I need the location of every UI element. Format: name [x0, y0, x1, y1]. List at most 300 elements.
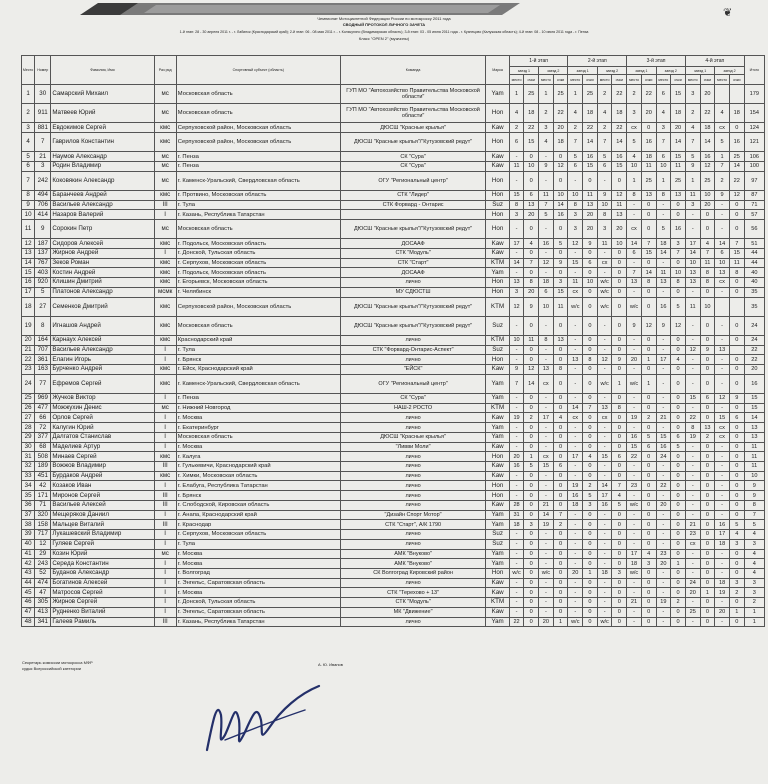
score-cell: - — [509, 345, 524, 355]
table-row — [22, 403, 765, 413]
moto-cell: Yam — [486, 85, 509, 104]
score-cell: 8 — [627, 190, 642, 200]
region-cell: г. Ейск, Краснодарский край — [176, 365, 340, 375]
score-cell: 15 — [612, 162, 627, 172]
score-cell: 21 — [656, 413, 671, 423]
col-race-sub: очки — [641, 75, 656, 85]
number-cell: 77 — [35, 374, 51, 393]
number-cell: 969 — [35, 394, 51, 404]
name-cell: Ефремов Сергей — [51, 374, 154, 393]
team-cell: ДОСААФ — [340, 268, 486, 278]
score-cell: - — [539, 491, 554, 501]
number-cell: 320 — [35, 510, 51, 520]
table-row — [22, 617, 765, 627]
table-row — [22, 423, 765, 433]
score-cell: 12 — [729, 190, 744, 200]
moto-cell: Hon — [486, 104, 509, 123]
score-cell: 0 — [641, 598, 656, 608]
score-cell: - — [568, 171, 583, 190]
moto-cell: Hon — [486, 278, 509, 288]
score-cell: - — [568, 423, 583, 433]
place-cell: 11 — [22, 220, 35, 239]
score-cell: 19 — [656, 598, 671, 608]
score-cell: 23 — [627, 481, 642, 491]
score-cell: - — [715, 220, 730, 239]
score-cell: - — [715, 355, 730, 365]
score-cell: 0 — [641, 530, 656, 540]
name-cell: Козаков Иван — [51, 481, 154, 491]
score-cell: w/c — [568, 617, 583, 627]
table-row — [22, 133, 765, 152]
score-cell: 0 — [729, 365, 744, 375]
score-cell: - — [568, 559, 583, 569]
score-cell: - — [715, 559, 730, 569]
region-cell: г. Протвино, Московская область — [176, 190, 340, 200]
score-cell: 0 — [641, 452, 656, 462]
team-cell: СТК "Модуль" — [340, 248, 486, 258]
moto-cell: Kaw — [486, 500, 509, 510]
score-cell: 0 — [583, 462, 598, 472]
table-row — [22, 355, 765, 365]
score-cell: 22 — [524, 123, 539, 133]
score-cell: 0 — [729, 491, 744, 501]
rank-cell: кмс — [154, 258, 176, 268]
score-cell: - — [715, 500, 730, 510]
score-cell: - — [627, 403, 642, 413]
name-cell: Игнашов Андрей — [51, 316, 154, 335]
total-cell: 3 — [744, 578, 764, 588]
score-cell: 0 — [583, 442, 598, 452]
team-cell: лично — [340, 471, 486, 481]
score-cell: 0 — [612, 520, 627, 530]
score-cell: 4 — [671, 355, 686, 365]
score-cell: 6 — [671, 432, 686, 442]
moto-cell: Hon — [486, 220, 509, 239]
team-cell: ДЮСШ "Красные крылья"/"Кутузовский редут" — [340, 133, 486, 152]
score-cell: 0 — [671, 413, 686, 423]
score-cell: 0 — [553, 607, 568, 617]
score-cell: - — [656, 491, 671, 501]
col-sub: заезд 2 — [597, 67, 626, 75]
moto-cell: Kaw — [486, 123, 509, 133]
table-row — [22, 316, 765, 335]
score-cell: 20 — [509, 452, 524, 462]
rank-cell: кмс — [154, 133, 176, 152]
score-cell: 0 — [729, 481, 744, 491]
col-race-sub: место — [597, 75, 612, 85]
score-cell: 0 — [553, 355, 568, 365]
score-cell: cx — [627, 123, 642, 133]
table-row — [22, 374, 765, 393]
score-cell: - — [568, 345, 583, 355]
rank-cell: кмс — [154, 190, 176, 200]
score-cell: - — [539, 481, 554, 491]
team-cell: лично — [340, 423, 486, 433]
name-cell: Бурченко Андрей — [51, 365, 154, 375]
rank-cell: I — [154, 423, 176, 433]
score-cell: 3 — [671, 239, 686, 249]
number-cell: 189 — [35, 462, 51, 472]
score-cell: 7 — [627, 268, 642, 278]
table-row — [22, 278, 765, 288]
score-cell: 13 — [539, 365, 554, 375]
score-cell: - — [685, 471, 700, 481]
score-cell: - — [656, 607, 671, 617]
region-cell: г. Донской, Тульская область — [176, 248, 340, 258]
score-cell: 3 — [656, 123, 671, 133]
score-cell: - — [656, 530, 671, 540]
score-cell: - — [715, 568, 730, 578]
score-cell: - — [627, 510, 642, 520]
score-cell: w/c — [568, 297, 583, 316]
team-cell: ОГУ "Региональный центр" — [340, 374, 486, 393]
region-cell: г. Москва — [176, 549, 340, 559]
score-cell: 18 — [539, 278, 554, 288]
score-cell: 22 — [656, 481, 671, 491]
score-cell: 3 — [583, 500, 598, 510]
col-stage-4: 4-й этап — [685, 56, 744, 67]
score-cell: 0 — [524, 530, 539, 540]
score-cell: 20 — [685, 588, 700, 598]
moto-cell: Yam — [486, 520, 509, 530]
place-cell: 3 — [22, 123, 35, 133]
score-cell: 0 — [583, 345, 598, 355]
score-cell: 8 — [509, 200, 524, 210]
region-cell: г. Тула — [176, 345, 340, 355]
place-cell: 46 — [22, 598, 35, 608]
score-cell: 19 — [568, 481, 583, 491]
score-cell: 18 — [671, 104, 686, 123]
score-cell: 6 — [700, 394, 715, 404]
score-cell: - — [509, 559, 524, 569]
total-cell: 24 — [744, 316, 764, 335]
score-cell: - — [715, 287, 730, 297]
score-cell: 12 — [568, 239, 583, 249]
score-cell: 0 — [671, 568, 686, 578]
score-cell: 0 — [612, 268, 627, 278]
score-cell: 4 — [524, 239, 539, 249]
score-cell: 16 — [627, 432, 642, 442]
team-cell: СТК "Старт", А/К 1790 — [340, 520, 486, 530]
table-row — [22, 462, 765, 472]
table-row — [22, 510, 765, 520]
score-cell: 0 — [729, 210, 744, 220]
region-cell: г. Казань, Республика Татарстан — [176, 210, 340, 220]
score-cell: - — [597, 539, 612, 549]
team-cell: лично — [340, 413, 486, 423]
score-cell: 0 — [553, 268, 568, 278]
total-cell: 56 — [744, 220, 764, 239]
score-cell: - — [539, 220, 554, 239]
team-cell: ДЮСШ "Красные крылья"/"Кутузовский редут" — [340, 316, 486, 335]
score-cell: 12 — [539, 258, 554, 268]
score-cell: - — [685, 316, 700, 335]
score-cell: 0 — [700, 316, 715, 335]
score-cell: - — [656, 287, 671, 297]
score-cell: 0 — [524, 500, 539, 510]
col-region: Спортивный субъект (область) — [176, 56, 340, 85]
name-cell: Васильев Александр — [51, 200, 154, 210]
col-race-sub: место — [568, 75, 583, 85]
moto-cell: Kaw — [486, 578, 509, 588]
score-cell: 0 — [671, 588, 686, 598]
region-cell: г. Серпухов, Московская область — [176, 258, 340, 268]
score-cell: 10 — [700, 190, 715, 200]
rank-cell: III — [154, 491, 176, 501]
total-cell: 40 — [744, 268, 764, 278]
col-race-sub: место — [715, 75, 730, 85]
region-cell: г. Егорьевск, Московская область — [176, 278, 340, 288]
score-cell: 0 — [583, 510, 598, 520]
score-cell: 2 — [539, 104, 554, 123]
total-cell: 22 — [744, 355, 764, 365]
score-cell: 0 — [583, 171, 598, 190]
score-cell: 0 — [729, 500, 744, 510]
score-cell: 0 — [729, 559, 744, 569]
col-race-sub: очки — [612, 75, 627, 85]
score-cell: - — [715, 598, 730, 608]
score-cell: 20 — [553, 123, 568, 133]
score-cell: 0 — [700, 335, 715, 345]
score-cell: 4 — [539, 133, 554, 152]
score-cell: 28 — [509, 500, 524, 510]
team-cell: СТК "Старт" — [340, 258, 486, 268]
number-cell: 707 — [35, 345, 51, 355]
score-cell: 9 — [729, 394, 744, 404]
moto-cell: Kaw — [486, 607, 509, 617]
col-race-sub: место — [539, 75, 554, 85]
score-cell: 22 — [685, 413, 700, 423]
score-cell: 13 — [568, 355, 583, 365]
rank-cell: мс — [154, 162, 176, 172]
moto-cell: Yam — [486, 394, 509, 404]
score-cell: - — [656, 394, 671, 404]
score-cell: 0 — [700, 413, 715, 423]
footer-secretary: Секретарь комиссии мотокросса МФР — [22, 660, 93, 665]
score-cell: 6 — [597, 162, 612, 172]
rank-cell: I — [154, 559, 176, 569]
score-cell: 0 — [700, 598, 715, 608]
score-cell: 16 — [597, 500, 612, 510]
team-cell: АМК "Внуково" — [340, 549, 486, 559]
score-cell: 8 — [553, 365, 568, 375]
rank-cell: I — [154, 530, 176, 540]
score-cell: - — [715, 365, 730, 375]
score-cell: 0 — [524, 568, 539, 578]
score-cell: 0 — [700, 452, 715, 462]
name-cell: Баранчеев Андрей — [51, 190, 154, 200]
score-cell: - — [715, 617, 730, 627]
score-cell: 6 — [583, 258, 598, 268]
score-cell: 0 — [524, 578, 539, 588]
score-cell: 0 — [671, 345, 686, 355]
score-cell: 0 — [641, 462, 656, 472]
total-cell: 9 — [744, 491, 764, 501]
score-cell: 11 — [729, 258, 744, 268]
rank-cell: кмс — [154, 365, 176, 375]
score-cell: - — [509, 481, 524, 491]
score-cell: 0 — [612, 316, 627, 335]
table-row — [22, 607, 765, 617]
score-cell: 0 — [553, 549, 568, 559]
score-cell: 0 — [524, 248, 539, 258]
score-cell: 10 — [597, 200, 612, 210]
score-cell: 2 — [715, 171, 730, 190]
score-cell: 17 — [597, 491, 612, 501]
col-name: Фамилия, Имя — [51, 56, 154, 85]
score-cell: 7 — [539, 200, 554, 210]
score-cell: 16 — [583, 152, 598, 162]
score-cell: 12 — [553, 162, 568, 172]
score-cell: - — [539, 152, 554, 162]
score-cell: - — [656, 403, 671, 413]
score-cell: 2 — [627, 85, 642, 104]
score-cell: 11 — [568, 278, 583, 288]
score-cell: 0 — [524, 588, 539, 598]
name-cell: Родин Владимир — [51, 162, 154, 172]
score-cell: 0 — [553, 471, 568, 481]
total-cell: 4 — [744, 559, 764, 569]
number-cell: 71 — [35, 500, 51, 510]
moto-cell: Kaw — [486, 162, 509, 172]
team-cell: СК "Сура" — [340, 152, 486, 162]
score-cell: 8 — [597, 210, 612, 220]
score-cell: 17 — [568, 452, 583, 462]
team-cell: НАШ-2 РОСТО — [340, 403, 486, 413]
score-cell: 25 — [685, 607, 700, 617]
score-cell: - — [656, 462, 671, 472]
number-cell: 12 — [35, 539, 51, 549]
score-cell: 15 — [729, 248, 744, 258]
score-cell: 9 — [509, 365, 524, 375]
score-cell: 14 — [641, 268, 656, 278]
team-cell: лично — [340, 539, 486, 549]
score-cell: 14 — [627, 239, 642, 249]
moto-cell: KTM — [486, 335, 509, 345]
score-cell: - — [509, 471, 524, 481]
score-cell: 0 — [524, 559, 539, 569]
score-cell: 15 — [715, 413, 730, 423]
region-cell: Московская область — [176, 316, 340, 335]
moto-cell: Hon — [486, 481, 509, 491]
score-cell: 14 — [539, 510, 554, 520]
total-cell: 179 — [744, 85, 764, 104]
score-cell: 1 — [539, 85, 554, 104]
col-sub: заезд 1 — [627, 67, 656, 75]
score-cell: 25 — [524, 85, 539, 104]
score-cell: 0 — [583, 432, 598, 442]
score-cell: - — [539, 530, 554, 540]
table-row — [22, 598, 765, 608]
score-cell: 0 — [700, 539, 715, 549]
score-cell: - — [627, 335, 642, 345]
place-cell: 22 — [22, 355, 35, 365]
score-cell: - — [539, 549, 554, 559]
score-cell: - — [656, 200, 671, 210]
score-cell: 0 — [583, 607, 598, 617]
score-cell: 13 — [715, 268, 730, 278]
score-cell: 18 — [700, 123, 715, 133]
score-cell: - — [568, 530, 583, 540]
score-cell: - — [685, 491, 700, 501]
name-cell: Гаврилов Константин — [51, 133, 154, 152]
name-cell: Сорокин Петр — [51, 220, 154, 239]
score-cell: - — [715, 316, 730, 335]
score-cell: 9 — [539, 162, 554, 172]
score-cell: 1 — [715, 152, 730, 162]
score-cell — [715, 297, 730, 316]
moto-cell: Suz — [486, 316, 509, 335]
score-cell: 0 — [671, 200, 686, 210]
score-cell: - — [656, 588, 671, 598]
score-cell: - — [539, 316, 554, 335]
rank-cell: I — [154, 481, 176, 491]
name-cell: Галеев Рамиль — [51, 617, 154, 627]
score-cell: 0 — [583, 268, 598, 278]
score-cell: - — [597, 598, 612, 608]
table-row — [22, 297, 765, 316]
rank-cell: I — [154, 355, 176, 365]
score-cell: 0 — [524, 491, 539, 501]
score-cell: 16 — [539, 239, 554, 249]
total-cell: 4 — [744, 530, 764, 540]
place-cell: 27 — [22, 413, 35, 423]
rank-cell: I — [154, 248, 176, 258]
moto-cell: Kaw — [486, 462, 509, 472]
score-cell: 0 — [671, 287, 686, 297]
score-cell: 0 — [729, 568, 744, 578]
score-cell: 13 — [627, 278, 642, 288]
score-cell: 1 — [729, 607, 744, 617]
score-cell: 2 — [524, 413, 539, 423]
score-cell: - — [509, 152, 524, 162]
score-cell: - — [539, 248, 554, 258]
score-cell: 0 — [612, 559, 627, 569]
score-cell: 0 — [553, 423, 568, 433]
score-cell: - — [597, 471, 612, 481]
rank-cell: мсмк — [154, 287, 176, 297]
region-cell: г. Энгельс, Саратовская область — [176, 578, 340, 588]
score-cell: cx — [597, 413, 612, 423]
name-cell: Матвеев Юрий — [51, 104, 154, 123]
moto-cell: Hon — [486, 287, 509, 297]
rank-cell: мс — [154, 403, 176, 413]
total-cell: 4 — [744, 568, 764, 578]
place-cell: 48 — [22, 617, 35, 627]
score-cell: 13 — [583, 200, 598, 210]
rank-cell: I — [154, 539, 176, 549]
number-cell: 21 — [35, 152, 51, 162]
table-row — [22, 452, 765, 462]
region-cell: г. Анапа, Краснодарский край — [176, 510, 340, 520]
table-row — [22, 578, 765, 588]
score-cell: 22 — [509, 617, 524, 627]
col-team: Команда — [340, 56, 486, 85]
score-cell: w/c — [597, 278, 612, 288]
score-cell: - — [685, 500, 700, 510]
score-cell: 14 — [509, 258, 524, 268]
score-cell: 5 — [524, 462, 539, 472]
score-cell: 12 — [700, 162, 715, 172]
place-cell: 24 — [22, 374, 35, 393]
table-row — [22, 220, 765, 239]
score-cell: 0 — [700, 578, 715, 588]
score-cell: 0 — [524, 442, 539, 452]
score-cell: - — [597, 423, 612, 433]
score-cell: - — [509, 220, 524, 239]
col-race-sub: очки — [583, 75, 598, 85]
score-cell: 12 — [612, 190, 627, 200]
